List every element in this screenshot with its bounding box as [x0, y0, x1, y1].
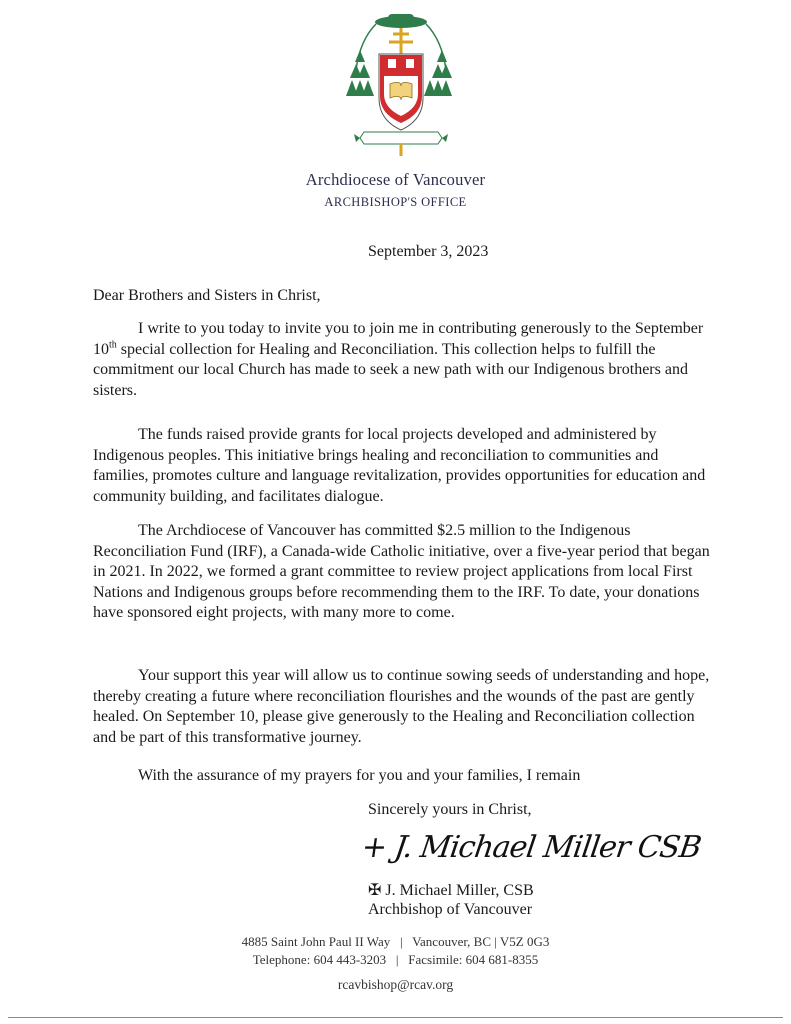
handwritten-signature: + J. Michael Miller CSB — [359, 830, 703, 865]
footer-phone-fax: Telephone: 604 443-3203 | Facsimile: 604 681-8355 — [252, 952, 539, 967]
footer-address: 4885 Saint John Paul II Way | Vancouver, BC | V5Z 0G3 — [241, 934, 550, 949]
office-name: ARCHBISHOP'S OFFICE — [324, 195, 467, 209]
organization-name: Archdiocese of Vancouver — [305, 170, 486, 189]
salutation: Dear Brothers and Sisters in Christ, — [93, 287, 321, 304]
paragraph-2: The funds raised provide grants for local projects developed and administered by Indigenous peoples. This initiative brings healing and reconciliation to communities and families, promotes culture and language revitalization, provides opportunities for education and community building, and facilitates dialogue. — [93, 426, 706, 505]
signer-name: ✠ J. Michael Miller, CSB — [368, 882, 534, 899]
paragraph-3: The Archdiocese of Vancouver has committed $2.5 million to the Indigenous Reconciliation Fund (IRF), a Canada-wide Catholic initiative, over a five-year period that began in 2021. In 2022, we formed a grant committee to review project applications from local First Nations and Indigenous groups before recommending them to the IRF. To date, your donations have sponsored eight projects, with many more to come. — [93, 522, 710, 621]
footer-email: rcavbishop@rcav.org — [337, 977, 454, 992]
paragraph-4: Your support this year will allow us to continue sowing seeds of understanding and hope, thereby creating a future where reconciliation flourishes and the wounds of the past are gently healed. On September 10, please give generously to the Healing and Reconciliation collection and be part of this transformative journey. — [93, 667, 710, 746]
paragraph-1 — [93, 319, 713, 401]
paragraph-5: With the assurance of my prayers for you and your families, I remain — [138, 767, 581, 784]
paragraph-1-part2: special collection for Healing and Reconciliation. This collection helps to fulfill the commitment our local Church has made to seek a new path with our Indigenous brothers and sisters. — [93, 340, 688, 399]
paragraph-1-part1: I write to you today to invite you to join me in contributing generously to the September 10 — [93, 320, 704, 358]
signer-title: Archbishop of Vancouver — [368, 901, 533, 918]
page-bottom-rule — [8, 1017, 783, 1018]
closing: Sincerely yours in Christ, — [368, 801, 532, 818]
ordinal-suffix: th — [109, 339, 117, 351]
coat-of-arms-logo — [346, 10, 456, 160]
letter-date: September 3, 2023 — [368, 243, 489, 260]
